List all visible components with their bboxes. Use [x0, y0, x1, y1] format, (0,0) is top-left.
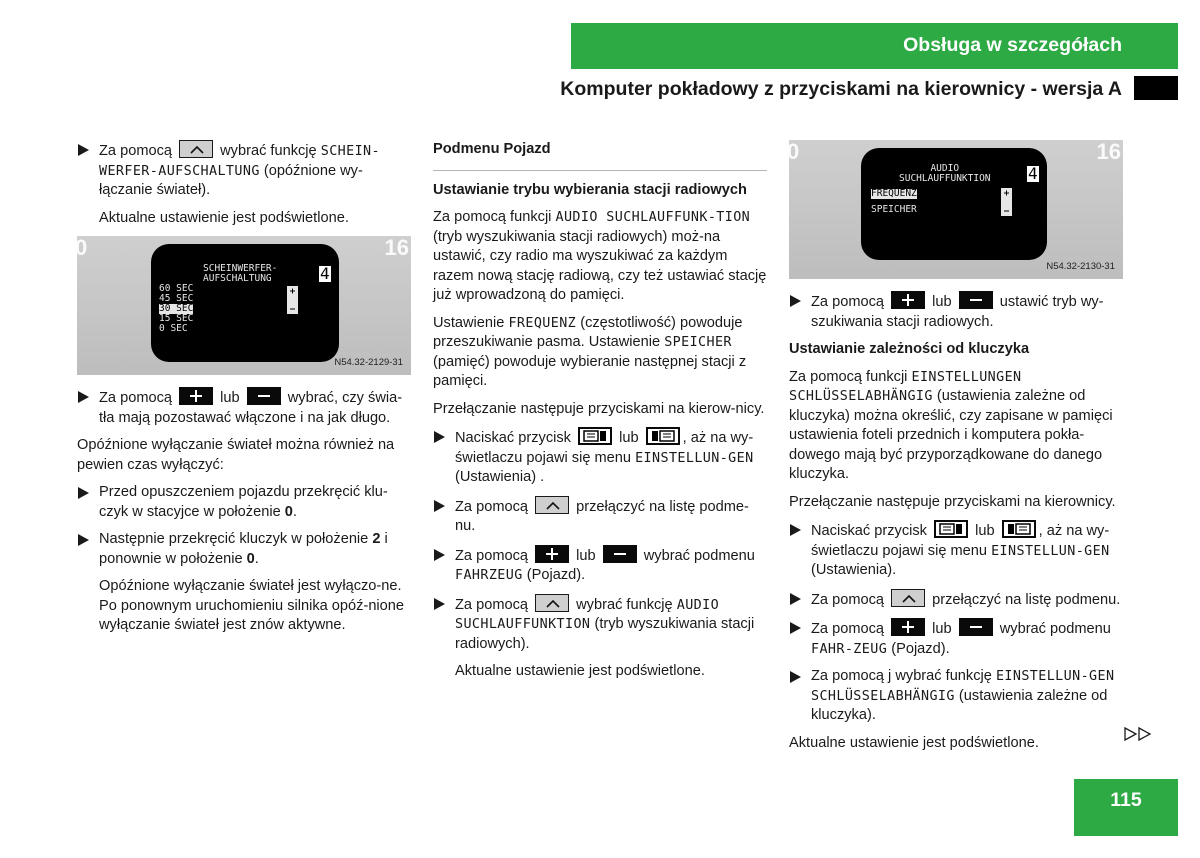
paragraph	[433, 208, 767, 306]
step-text: lub	[975, 523, 995, 539]
column-middle	[433, 140, 767, 690]
display-code: EINSTELLUN-GEN	[635, 450, 754, 466]
continue-arrows-icon	[1124, 727, 1154, 748]
display-illustration	[77, 236, 411, 375]
bullet-triangle-icon	[434, 598, 445, 610]
paragraph-text: (częstotliwość) powoduje przeszukiwanie pasma. Ustawienie	[433, 314, 743, 350]
minus-button-icon	[247, 387, 281, 405]
lcd-option: 60 SEC	[159, 283, 194, 294]
step-text: (Ustawienia).	[811, 562, 897, 578]
step-text: (opóźnione wy-łączanie świateł).	[99, 162, 363, 198]
figure-caption: N54.32-2130-31	[1046, 260, 1115, 272]
step-item	[433, 594, 767, 655]
paragraph-text: Za pomocą funkcji	[789, 368, 908, 385]
lcd-title: AUDIO SUCHLAUFFUNKTION	[899, 163, 991, 184]
display-code: SCHEIN-WERFER-AUFSCHALTUNG	[99, 144, 380, 179]
bullet-triangle-icon	[790, 295, 801, 307]
step-item	[77, 387, 411, 428]
paragraph-text: Ustawienie	[433, 314, 505, 331]
lcd-title: SCHEINWERFER- AUFSCHALTUNG	[203, 263, 278, 284]
bullet-triangle-icon	[790, 524, 801, 536]
step-text: Następnie przekręcić kluczyk w położenie	[99, 531, 369, 547]
step-text: , aż na wy-świetlaczu pojawi się menu	[455, 430, 754, 466]
bullet-triangle-icon	[78, 487, 89, 499]
step-text: Za pomocą	[99, 143, 173, 159]
plus-button-icon	[535, 545, 569, 563]
up-arrow-button-icon	[891, 589, 925, 607]
up-arrow-button-icon	[179, 140, 213, 158]
step-item	[77, 140, 411, 201]
step-text: Naciskać przycisk	[455, 430, 571, 446]
gauge-number: 16	[384, 235, 409, 260]
plus-button-icon	[891, 291, 925, 309]
step-text: (Pojazd).	[526, 567, 586, 583]
step-text: i ponownie w położenie	[99, 531, 388, 567]
step-item	[789, 520, 1123, 581]
up-arrow-button-icon	[535, 496, 569, 514]
note-text: Aktualne ustawienie jest podświetlone.	[789, 734, 1039, 751]
display-code: FAHRZEUG	[455, 568, 523, 583]
step-item	[433, 427, 767, 488]
step-text: Za pomocą	[811, 294, 885, 310]
step-text: lub	[220, 390, 240, 406]
display-illustration	[789, 140, 1123, 279]
display-code: FREQUENZ	[508, 315, 577, 331]
step-text: Za pomocą	[99, 390, 173, 406]
column-right	[789, 140, 1123, 761]
display-code: AUDIO SUCHLAUFFUNK-TION	[555, 210, 751, 225]
bullet-triangle-icon	[790, 622, 801, 634]
note-text: Aktualne ustawienie jest podświetlone.	[455, 663, 705, 679]
step-text: , aż na wy-świetlaczu pojawi się menu	[811, 523, 1110, 559]
paragraph: Przełączanie następuje przyciskami na kierownicy.	[789, 493, 1116, 510]
bullet-triangle-icon	[790, 671, 801, 683]
step-text: wybrać podmenu	[999, 621, 1111, 637]
step-text: Za pomocą j wybrać funkcję	[811, 668, 992, 684]
lcd-scroll-icon	[1001, 188, 1012, 216]
step-item	[789, 291, 1123, 332]
display-code: EINSTELLUNGEN SCHLÜSSELABHÄNGIG	[789, 369, 1022, 404]
gauge-number: 16	[1096, 139, 1121, 164]
step-text: (tryb wyszukiwania stacji radiowych).	[455, 616, 755, 652]
page-number-box	[1074, 779, 1178, 836]
step-item	[433, 545, 767, 586]
step-text: wybrać, czy świa-tła mają pozostawać włączone i na jak długo.	[99, 390, 403, 426]
step-item: Przed opuszczeniem pojazdu przekręcić klu-czyk w stacyjce w położenie 0.	[77, 483, 411, 522]
bullet-triangle-icon	[434, 500, 445, 512]
step-text: (ustawienia zależne od kluczyka).	[811, 687, 1108, 723]
lcd-number: 4	[320, 264, 330, 283]
bullet-triangle-icon	[78, 391, 89, 403]
display-code: AUDIO SUCHLAUFFUNKTION	[455, 597, 720, 632]
paragraph-text: Za pomocą funkcji	[433, 209, 552, 225]
step-text: Naciskać przycisk	[811, 523, 927, 539]
step-text: ustawić tryb wy-szukiwania stacji radiowych.	[811, 294, 1104, 330]
plus-button-icon	[891, 618, 925, 636]
step-text: (Pojazd).	[891, 640, 950, 657]
display-code: EINSTELLUN-GEN SCHLÜSSELABHÄNGIG	[811, 669, 1115, 704]
section-title: Obsługa w szczegółach	[903, 34, 1122, 56]
bullet-triangle-icon	[790, 593, 801, 605]
position-value: 2	[372, 531, 381, 547]
paragraph-text: (pamięć) powoduje wybieranie następnej stacji z pamięci.	[433, 353, 747, 389]
gauge-number: 0	[787, 139, 800, 164]
page-subtitle: Komputer pokładowy z przyciskami na kierownicy - wersja A	[560, 78, 1122, 100]
step-text: lub	[932, 621, 952, 637]
step-item	[789, 589, 1123, 611]
paragraph-text: (tryb wyszukiwania stacji radiowych) moż-na ustawić, czy radio ma wyszukiwać za każdym razem nową stację radiową, czy też ustawiać stację już wprowadzoną do pamięci.	[433, 228, 767, 303]
paragraph: Opóźnione wyłączanie świateł można również na pewien czas wyłączyć:	[77, 437, 395, 473]
note-text: Opóźnione wyłączanie świateł jest wyłączo-ne. Po ponownym uruchomieniu silnika opóź-nione wyłączanie świateł jest znów aktywne.	[99, 578, 405, 633]
paragraph	[789, 368, 1123, 485]
step-item	[789, 667, 1123, 726]
subsection-heading: Ustawianie zależności od kluczyka	[789, 341, 1030, 357]
lcd-screen	[151, 244, 339, 362]
up-arrow-button-icon	[535, 594, 569, 612]
menu-left-button-icon	[934, 520, 968, 538]
step-text: przełączyć na listę podmenu.	[932, 591, 1121, 608]
thumb-tab-marker	[1134, 76, 1178, 100]
lcd-option: 0 SEC	[159, 323, 188, 334]
paragraph: Przełączanie następuje przyciskami na kierow-nicy.	[433, 400, 765, 417]
step-text: Za pomocą	[455, 547, 529, 564]
divider	[433, 170, 767, 171]
step-item	[433, 496, 767, 537]
plus-button-icon	[179, 387, 213, 405]
step-text: lub	[576, 547, 596, 564]
lcd-option: SPEICHER	[871, 204, 917, 215]
bullet-triangle-icon	[78, 534, 89, 546]
step-item: Następnie przekręcić kluczyk w położenie 2 i ponownie w położenie 0.	[77, 530, 411, 569]
menu-left-button-icon	[578, 427, 612, 445]
step-text: wybrać funkcję	[576, 596, 673, 613]
figure-caption: N54.32-2129-31	[334, 356, 403, 368]
bullet-triangle-icon	[78, 144, 89, 156]
position-value: 0	[284, 503, 293, 520]
note-text: Aktualne ustawienie jest podświetlone.	[99, 209, 349, 226]
step-text: wybrać podmenu	[643, 547, 755, 564]
minus-button-icon	[959, 291, 993, 309]
position-value: 0	[246, 550, 255, 567]
step-text: wybrać funkcję	[220, 143, 317, 159]
step-text: lub	[619, 430, 639, 446]
menu-right-button-icon	[646, 427, 680, 445]
section-header-bar	[571, 23, 1178, 69]
minus-button-icon	[603, 545, 637, 563]
step-text: Za pomocą	[455, 498, 529, 515]
bullet-triangle-icon	[434, 431, 445, 443]
lcd-option: 45 SEC	[159, 293, 194, 304]
lcd-option-selected: FREQUENZ	[871, 188, 917, 199]
step-text: Przed opuszczeniem pojazdu przekręcić klu-czyk w stacyjce w położenie	[99, 484, 388, 520]
step-text: (Ustawienia) .	[455, 469, 545, 485]
step-item	[789, 618, 1123, 659]
gauge-number: 0	[75, 235, 88, 260]
column-left	[77, 140, 411, 644]
lcd-scroll-icon	[287, 286, 298, 314]
paragraph	[433, 314, 767, 392]
page-number: 115	[1110, 789, 1142, 811]
step-text: przełączyć na listę podme-nu.	[455, 498, 749, 534]
lcd-screen	[861, 148, 1047, 260]
step-text: Za pomocą	[455, 596, 529, 613]
step-text: Za pomocą	[811, 591, 885, 608]
section-heading: Podmenu Pojazd	[433, 141, 551, 157]
bullet-triangle-icon	[434, 549, 445, 561]
lcd-option: 15 SEC	[159, 313, 194, 324]
step-text: lub	[932, 294, 952, 310]
menu-right-button-icon	[1002, 520, 1036, 538]
display-code: FAHR-ZEUG	[811, 641, 888, 657]
lcd-option-selected: 30 SEC	[159, 303, 194, 314]
minus-button-icon	[959, 618, 993, 636]
paragraph-text: (ustawienia zależne od kluczyka) można określić, czy zapisane w pamięci ustawienia foteli przednich i komputera pokła-dowego mają być przyporządkowane do danego kluczyka.	[789, 388, 1113, 482]
subsection-heading: Ustawianie trybu wybierania stacji radiowych	[433, 181, 747, 198]
lcd-number: 4	[1028, 164, 1038, 183]
step-text: Za pomocą	[811, 621, 885, 637]
display-code: SPEICHER	[664, 335, 732, 350]
display-code: EINSTELLUN-GEN	[991, 543, 1110, 559]
